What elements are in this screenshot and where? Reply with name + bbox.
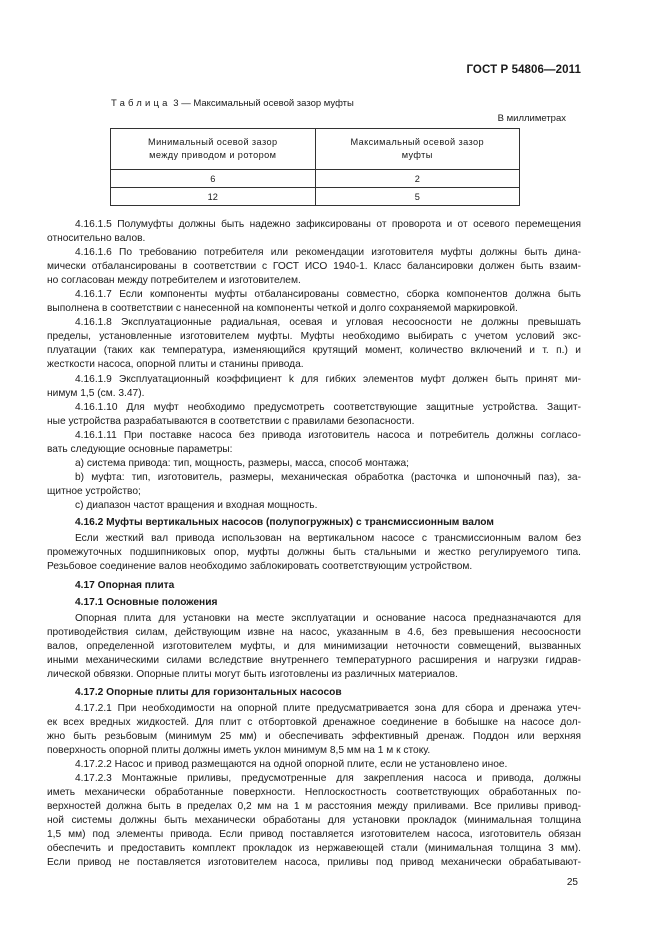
text-line: выполнена в соответствии с нанесенной на компоненты четкой и долго сохраняемой маркировкой. (47, 303, 518, 315)
table-caption-text: 3 — Максимальный осевой зазор муфты (173, 98, 354, 109)
text-line: жно быть резьбовым (минимум 25 мм) и обеспечивать эффективный дренаж. Поддон или верхняя (47, 730, 581, 742)
text-line: ные устройства разрабатываются в соответствии с правилами безопасности. (47, 415, 415, 427)
table-header-max-gap-line1: Максимальный осевой зазор (350, 137, 485, 147)
table-header-min-gap (111, 129, 316, 170)
text-line: иметь механически обработанные поверхности. Неплоскостность соответствующих обработанных по- (47, 786, 581, 798)
table-header-max-gap-line2: муфты (401, 150, 433, 160)
list-item: а) система привода: тип, мощность, размеры, масса, способ монтажа; (75, 457, 410, 469)
text-line: 4.16.1.5 Полумуфты должны быть надежно зафиксированы от проворота и от осевого перемещения (75, 219, 581, 230)
text-line: 1,5 мм) под элементы привода. Если привод поставляется изготовителем насоса, изготовитель обязан (47, 828, 581, 840)
text-line: противодействия силам, действующим извне на насос, указанным в 4.6, без превышения несоосности (47, 627, 581, 639)
section-heading: 4.17 Опорная плита (75, 580, 175, 592)
table-caption-label: Таблица (111, 98, 171, 109)
text-line: 4.16.1.7 Если компоненты муфты отбалансированы совместно, сборка компонентов должна быть (75, 289, 581, 301)
text-line: Если привод не поставляется изготовителем насоса, приливы под привод механически обрабатывают- (47, 857, 581, 869)
table-header-max-gap (315, 129, 520, 170)
text-line: 4.17.2.3 Монтажные приливы, предусмотренные для закрепления насоса и привода, должны (75, 772, 581, 784)
table-cell-min-gap: 12 (111, 188, 316, 206)
text-line: 4.17.2.1 При необходимости на опорной плите предусматривается зона для сбора и дренажа утеч- (75, 702, 581, 714)
text-line: вать следующие основные параметры: (47, 443, 233, 455)
table-cell-max-gap: 5 (315, 188, 520, 206)
text-line: Опорная плита для установки на месте эксплуатации и основание насоса предназначаются для (75, 613, 581, 625)
list-item: с) диапазон частот вращения и входная мощность. (75, 499, 318, 511)
section-heading: 4.17.1 Основные положения (75, 597, 218, 609)
document-id: ГОСТ Р 54806—2011 (466, 64, 581, 76)
text-line: ек всех вредных жидкостей. Для плит с отбортовкой дренажное соединение в бобышке на насосе дол- (47, 716, 581, 728)
clearance-table (110, 128, 520, 206)
text-line: Если жесткий вал привода использован на вертикальном насосе с трансмиссионным валом без (75, 533, 581, 545)
text-line: 4.17.2.2 Насос и привод размещаются на одной опорной плите, если не установлено иное. (75, 758, 508, 770)
text-line: 4.16.1.8 Эксплуатационные радиальная, осевая и угловая несоосности не должны превышать (75, 317, 581, 329)
text-line: верхностей должна быть в пределах 0,2 мм на 1 м расстояния между приливами. Все приливы привод- (47, 800, 581, 812)
text-line: валов, определенной изготовителем муфты, и для минимизации неточности совмещений, вызванных (47, 641, 581, 653)
table-caption (111, 98, 354, 109)
text-line: 4.16.1.10 Для муфт необходимо предусмотреть соответствующие защитные устройства. Защит- (75, 401, 581, 413)
text-line: 4.16.1.9 Эксплуатационный коэффициент k для гибких элементов муфт должен быть принят ми- (75, 373, 581, 385)
table-units: В миллиметрах (497, 113, 566, 124)
text-line: щитное устройство; (47, 485, 141, 497)
text-line: плуатации (таких как температура, изменяющийся крутящий момент, количество включений и т. п.) и (47, 345, 581, 357)
text-line: мически отбалансированы в соответствии с ГОСТ ИСО 1940-1. Класс балансировки должен быть взаим- (47, 261, 581, 273)
page-number: 25 (566, 877, 578, 888)
text-line: нимум 1,5 (см. 3.47). (47, 387, 145, 399)
text-line: Резьбовое соединение валов необходимо заблокировать соответствующим устройством. (47, 561, 473, 573)
section-heading: 4.17.2 Опорные плиты для горизонтальных насосов (75, 686, 342, 698)
table-row (111, 188, 520, 206)
text-line: промежуточных подшипниковых опор, муфты должны быть стальными и жестко регулируемого типа. (47, 547, 581, 559)
section-heading: 4.16.2 Муфты вертикальных насосов (полупогружных) с трансмиссионным валом (75, 516, 494, 528)
table-header-min-gap-line2: между приводом и ротором (149, 150, 277, 160)
table-row (111, 170, 520, 188)
text-line: иными механическими силами вследствие внутреннего температурного расширения и нагрузки гидрав- (47, 655, 581, 667)
text-line: но согласован между потребителем и изготовителем. (47, 275, 301, 287)
table-cell-min-gap: 6 (111, 170, 316, 188)
text-line: поверхность опорной плиты должны иметь уклон минимум 8,5 мм на 1 м к стоку. (47, 744, 431, 756)
text-line: жесткости насоса, опорной плиты и станины привода. (47, 359, 304, 371)
text-line: 4.16.1.11 При поставке насоса без привода изготовитель насоса и потребитель должны согласо- (75, 429, 581, 441)
list-item: b) муфта: тип, изготовитель, размеры, механическая обработка (расточка и шпоночный паз), за- (75, 471, 581, 483)
table-header-min-gap-line1: Минимальный осевой зазор (148, 137, 278, 147)
text-line: 4.16.1.6 По требованию потребителя или рекомендации изготовителя муфты должны быть дина- (75, 247, 581, 259)
body-text (47, 218, 581, 870)
table-header-row (111, 129, 520, 170)
text-line: ной системы должны быть механически обработаны для установки прокладок (минимальная толщина (47, 814, 581, 826)
text-line: относительно валов. (47, 233, 146, 245)
text-line: лической обвязки. Опорные плиты могут быть изготовлены из различных материалов. (47, 669, 458, 681)
text-line: обеспечить и предоставить комплект прокладок из нержавеющей стали (минимальная толщина 3 мм). (47, 843, 581, 855)
text-line: пределы, установленные изготовителем муфты. Муфты необходимо выбирать с учетом условий экс- (47, 331, 581, 343)
table-cell-max-gap: 2 (315, 170, 520, 188)
